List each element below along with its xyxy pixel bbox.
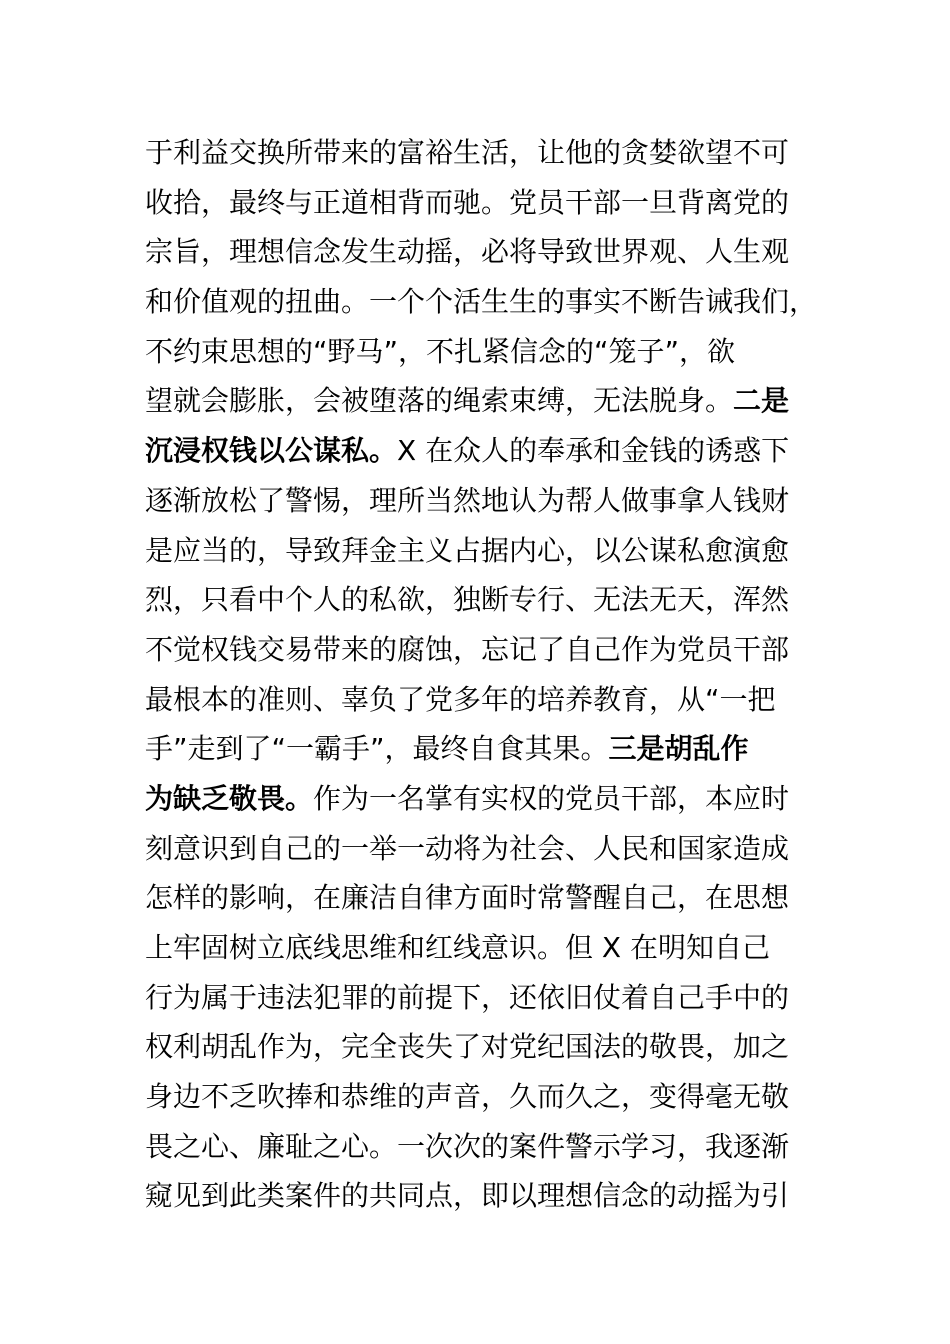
text-line [145, 973, 835, 1023]
bold-heading-text: 为缺乏敬畏。 [145, 781, 314, 815]
body-text: 是应当的，导致拜金主义占据内心，以公谋私愈演愈 [145, 533, 790, 567]
body-text: 烈，只看中个人的私欲，独断专行、无法无天，浑然 [145, 583, 790, 617]
text-line [145, 327, 835, 377]
body-text: 手”走到了“一霸手”，最终自食其果。 [145, 732, 609, 766]
text-line [145, 774, 835, 824]
body-text: 收拾，最终与正道相背而驰。党员干部一旦背离党的 [145, 185, 790, 219]
text-line [145, 675, 835, 725]
text-line [145, 575, 835, 625]
body-text: 不觉权钱交易带来的腐蚀，忘记了自己作为党员干部 [145, 632, 790, 666]
body-text: 行为属于违法犯罪的前提下，还依旧仗着自己手中的 [145, 980, 790, 1014]
body-text: 宗旨，理想信念发生动摇，必将导致世界观、人生观 [145, 235, 790, 269]
text-line [145, 128, 835, 178]
body-text: X 在众人的奉承和金钱的诱惑下 [397, 434, 790, 468]
text-line [145, 625, 835, 675]
body-text: 怎样的影响，在廉洁自律方面时常警醒自己，在思想 [145, 881, 790, 915]
body-text: 作为一名掌有实权的党员干部，本应时 [313, 781, 790, 815]
text-line [145, 824, 835, 874]
text-line [145, 376, 835, 426]
text-line [145, 277, 835, 327]
bold-heading-text: 三是胡乱作 [608, 732, 749, 766]
text-line [145, 1022, 835, 1072]
body-text: 权利胡乱作为，完全丧失了对党纪国法的敬畏，加之 [145, 1030, 790, 1064]
body-text: 望就会膨胀，会被堕落的绳索束缚，无法脱身。 [145, 384, 734, 418]
text-line [145, 227, 835, 277]
text-line [145, 724, 835, 774]
text-line [145, 476, 835, 526]
text-line [145, 426, 835, 476]
body-text: 于利益交换所带来的富裕生活，让他的贪婪欲望不可 [145, 136, 790, 169]
body-paragraph [145, 128, 835, 1221]
text-line [145, 1072, 835, 1122]
bold-heading-text: 沉浸权钱以公谋私。 [145, 434, 398, 468]
text-line [145, 526, 835, 576]
body-text: 逐渐放松了警惕，理所当然地认为帮人做事拿人钱财 [145, 483, 790, 517]
body-text: 窥见到此类案件的共同点，即以理想信念的动摇为引 [145, 1179, 790, 1213]
body-text: 刻意识到自己的一举一动将为社会、人民和国家造成 [145, 831, 790, 865]
bold-heading-text: 二是 [733, 384, 790, 418]
body-text: 上牢固树立底线思维和红线意识。但 X 在明知自己 [145, 931, 770, 964]
text-line [145, 1122, 835, 1172]
text-line [145, 873, 835, 923]
body-text: 和价值观的扭曲。一个个活生生的事实不断告诫我们， [145, 285, 818, 319]
text-line [145, 923, 835, 973]
body-text: 身边不乏吹捧和恭维的声音，久而久之，变得毫无敬 [145, 1080, 790, 1114]
text-line [145, 178, 835, 228]
body-text: 最根本的准则、辜负了党多年的培养教育，从“一把 [145, 682, 776, 716]
body-text: 畏之心、廉耻之心。一次次的案件警示学习，我逐渐 [145, 1129, 790, 1163]
text-line [145, 1171, 835, 1221]
body-text: 不约束思想的“野马”，不扎紧信念的“笼子”，欲 [145, 334, 736, 368]
